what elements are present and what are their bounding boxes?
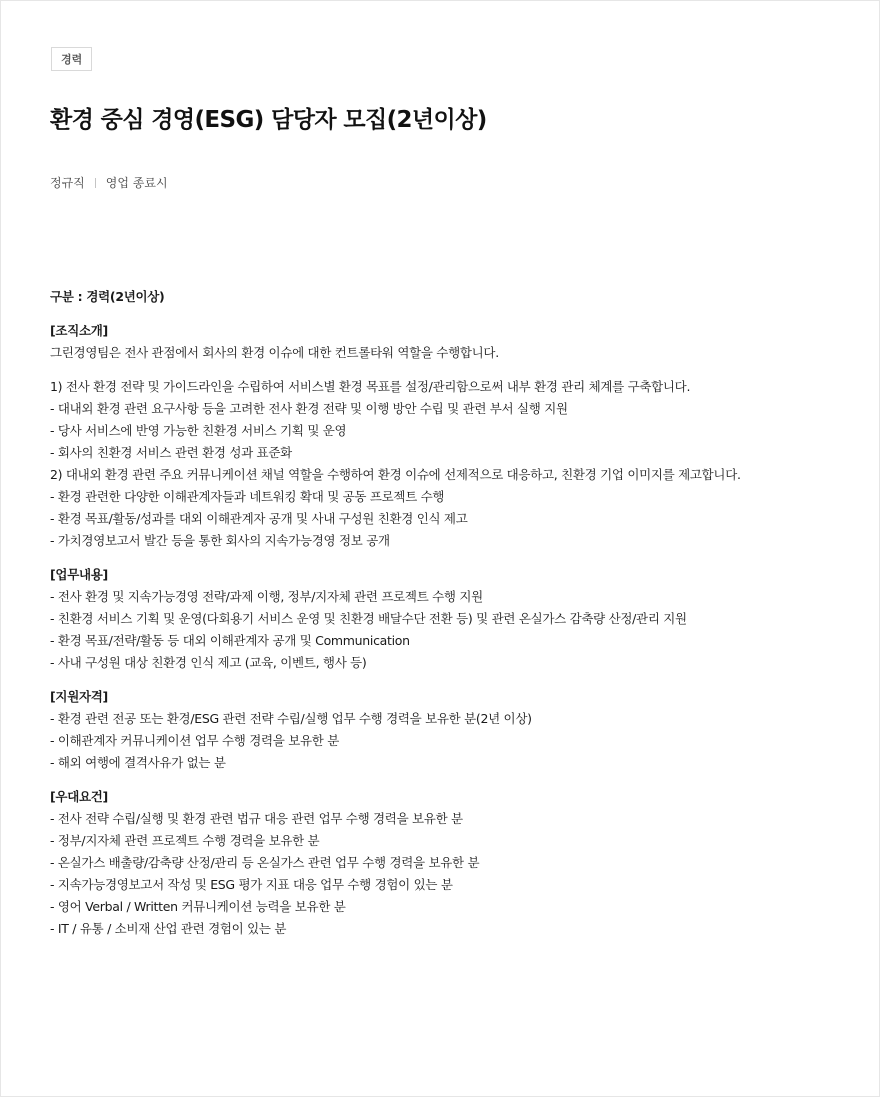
section-heading-qualifications: [지원자격] bbox=[50, 689, 108, 704]
list-item: - 온실가스 배출량/감축량 산정/관리 등 온실가스 관련 업무 수행 경력을 보유한 분 bbox=[50, 855, 480, 870]
list-item: - 환경 관련 전공 또는 환경/ESG 관련 전략 수립/실행 업무 수행 경력을 보유한 분(2년 이상) bbox=[50, 711, 532, 726]
section-heading-org: [조직소개] bbox=[50, 323, 108, 338]
list-item: - 이해관계자 커뮤니케이션 업무 수행 경력을 보유한 분 bbox=[50, 733, 339, 748]
list-item: - 전사 환경 및 지속가능경영 전략/과제 이행, 정부/지자체 관련 프로젝트 수행 지원 bbox=[50, 589, 483, 604]
list-item: - 정부/지자체 관련 프로젝트 수행 경력을 보유한 분 bbox=[50, 833, 320, 848]
list-item: - 회사의 친환경 서비스 관련 환경 성과 표준화 bbox=[50, 445, 292, 460]
list-item: - 가치경영보고서 발간 등을 통한 회사의 지속가능경영 정보 공개 bbox=[50, 533, 390, 548]
list-item: 1) 전사 환경 전략 및 가이드라인을 수립하여 서비스별 환경 목표를 설정/관리함으로써 내부 환경 관리 체계를 구축합니다. bbox=[50, 379, 691, 394]
section-heading-duties: [업무내용] bbox=[50, 567, 108, 582]
list-item: - 친환경 서비스 기획 및 운영(다회용기 서비스 운영 및 친환경 배달수단 전환 등) 및 관련 온실가스 감축량 산정/관리 지원 bbox=[50, 611, 687, 626]
qualifications-list bbox=[50, 708, 870, 774]
list-item: - 환경 목표/전략/활동 등 대외 이해관계자 공개 및 Communication bbox=[50, 633, 410, 648]
list-item: - 환경 목표/활동/성과를 대외 이해관계자 공개 및 사내 구성원 친환경 인식 제고 bbox=[50, 511, 468, 526]
section-heading-preferred: [우대요건] bbox=[50, 789, 108, 804]
duties-list bbox=[50, 586, 870, 674]
list-item: 2) 대내외 환경 관련 주요 커뮤니케이션 채널 역할을 수행하여 환경 이슈에 선제적으로 대응하고, 친환경 기업 이미지를 제고합니다. bbox=[50, 467, 741, 482]
job-location: 영업 종료시 bbox=[105, 176, 168, 190]
job-description bbox=[50, 286, 870, 940]
list-item: - 전사 전략 수립/실행 및 환경 관련 법규 대응 관련 업무 수행 경력을 보유한 분 bbox=[50, 811, 463, 826]
list-item: - 해외 여행에 결격사유가 없는 분 bbox=[50, 755, 226, 770]
list-item: - 환경 관련한 다양한 이해관계자들과 네트워킹 확대 및 공동 프로젝트 수행 bbox=[50, 489, 445, 504]
list-item: - 당사 서비스에 반영 가능한 친환경 서비스 기획 및 운영 bbox=[50, 423, 347, 438]
career-type-badge: 경력 bbox=[51, 47, 92, 71]
job-meta bbox=[50, 173, 168, 193]
page-title: 환경 중심 경영(ESG) 담당자 모집(2년이상) bbox=[50, 107, 487, 133]
preferred-list bbox=[50, 808, 870, 940]
list-item: - 영어 Verbal / Written 커뮤니케이션 능력을 보유한 분 bbox=[50, 899, 346, 914]
employment-type: 정규직 bbox=[50, 176, 85, 190]
list-item: - 사내 구성원 대상 친환경 인식 제고 (교육, 이벤트, 행사 등) bbox=[50, 655, 367, 670]
list-item: - 대내외 환경 관련 요구사항 등을 고려한 전사 환경 전략 및 이행 방안 수립 및 관련 부서 실행 지원 bbox=[50, 401, 568, 416]
category-line: 구분 : 경력(2년이상) bbox=[50, 289, 165, 304]
list-item: - IT / 유통 / 소비재 산업 관련 경험이 있는 분 bbox=[50, 921, 287, 936]
meta-divider bbox=[95, 178, 96, 188]
org-details-list bbox=[50, 376, 870, 552]
list-item: - 지속가능경영보고서 작성 및 ESG 평가 지표 대응 업무 수행 경험이 있는 분 bbox=[50, 877, 453, 892]
org-intro: 그린경영팀은 전사 관점에서 회사의 환경 이슈에 대한 컨트롤타워 역할을 수행합니다. bbox=[50, 345, 499, 360]
